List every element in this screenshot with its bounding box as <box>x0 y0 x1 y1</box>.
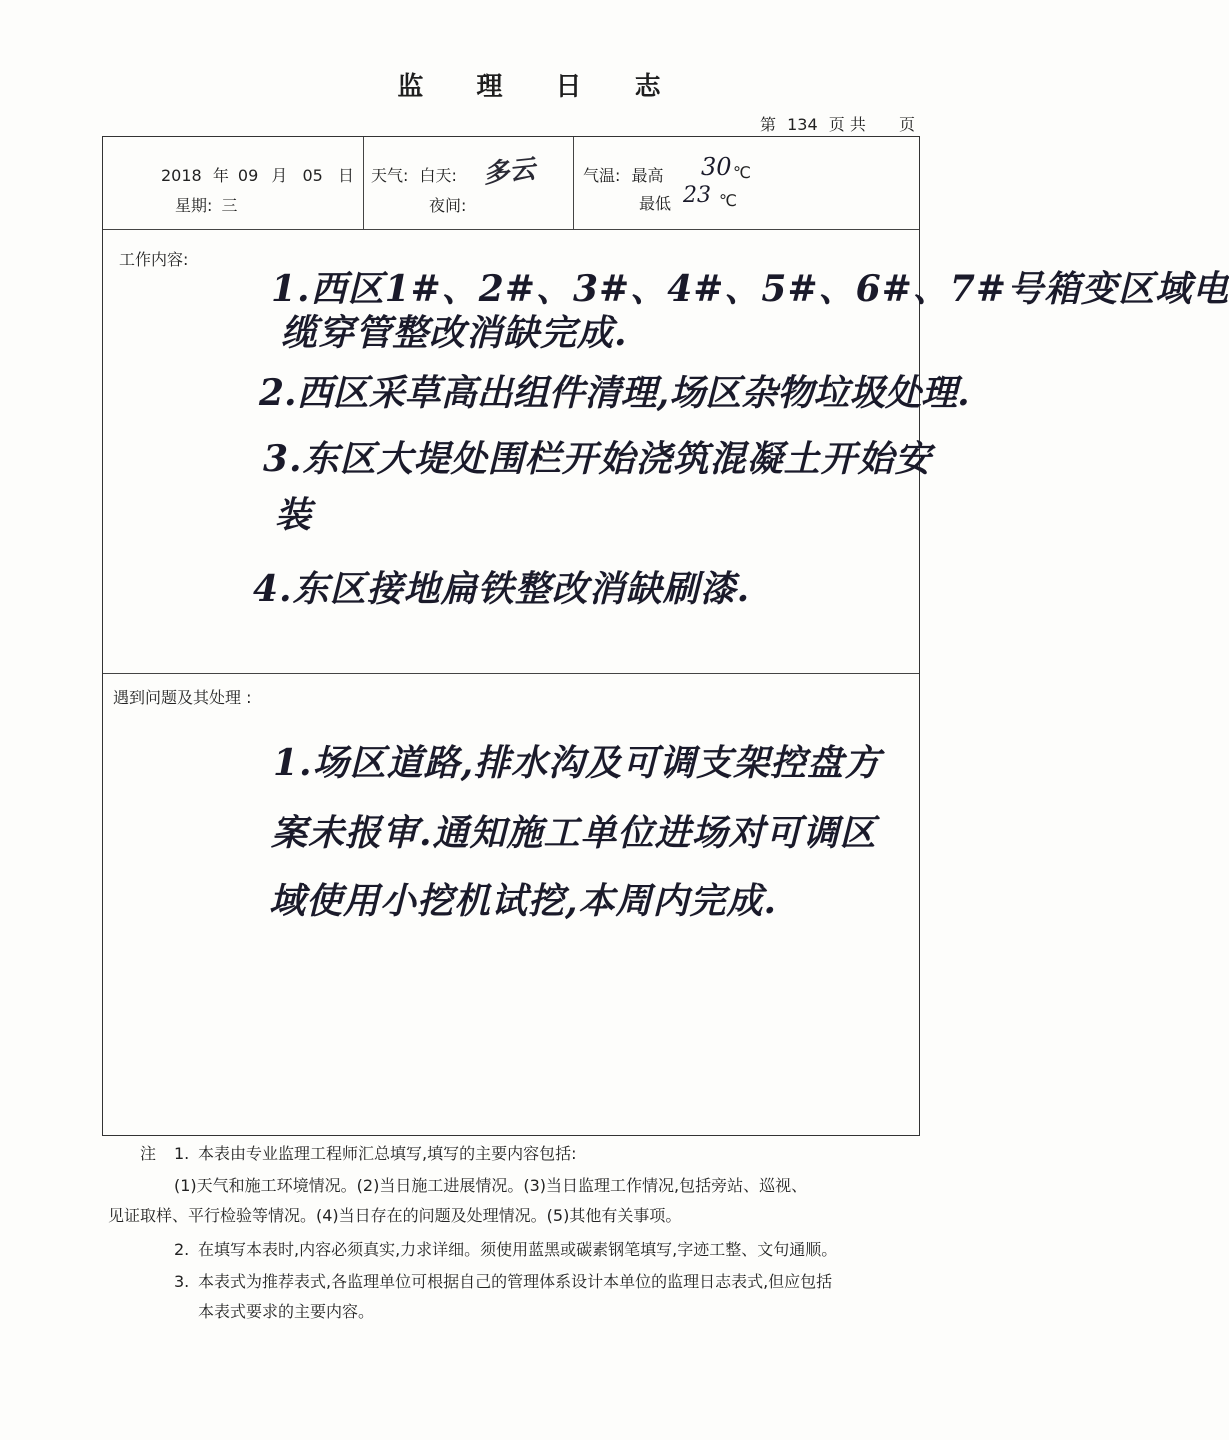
weather-label: 天气: <box>371 166 409 185</box>
work-line: 2.西区采草高出组件清理,场区杂物垃圾处理. <box>259 372 970 414</box>
log-form <box>102 136 1229 1136</box>
min-temp-handwritten: 23 <box>683 183 711 208</box>
note-1-number: 1. <box>174 1144 190 1163</box>
weekday-label: 星期: <box>175 196 213 215</box>
page-suffix: 页 <box>898 115 915 134</box>
page-mid: 页 共 <box>828 115 866 134</box>
date-year: 2018 <box>161 166 202 185</box>
divider <box>363 137 364 229</box>
temp-max-field <box>583 163 664 186</box>
max-label: 最高 <box>631 166 664 185</box>
date-month: 09 <box>237 166 259 185</box>
note-3-number: 3. <box>174 1272 190 1291</box>
work-line: 3.东区大堤处围栏开始浇筑混凝土开始安 <box>263 438 932 480</box>
daytime-label: 白天: <box>419 166 457 185</box>
note-3-cont: 本表式要求的主要内容。 <box>198 1302 375 1321</box>
max-unit: ℃ <box>733 163 751 182</box>
note-1-detail: (1)天气和施工环境情况。(2)当日施工进展情况。(3)当日监理工作情况,包括旁站、巡视、 <box>174 1176 808 1195</box>
work-line: 1.西区1#、2#、3#、4#、5#、6#、7#号箱变区域电 <box>271 268 1229 310</box>
work-line: 缆穿管整改消缺完成. <box>281 312 628 354</box>
night-label: 夜间: <box>429 196 467 215</box>
issue-line: 案未报审.通知施工单位进场对可调区 <box>271 812 877 854</box>
issue-line: 1.场区道路,排水沟及可调支架控盘方 <box>273 742 882 784</box>
note-2: 在填写本表时,内容必须真实,力求详细。须使用蓝黑或碳素钢笔填写,字迹工整、文句通顺。 <box>198 1240 838 1259</box>
daytime-weather-handwritten: 多云 <box>481 154 537 190</box>
min-label: 最低 <box>639 194 672 213</box>
day-label: 日 <box>337 166 354 185</box>
date-field <box>161 163 354 186</box>
note-3: 本表式为推荐表式,各监理单位可根据自己的管理体系设计本单位的监理日志表式,但应包括 <box>198 1272 833 1291</box>
note-1-detail: 见证取样、平行检验等情况。(4)当日存在的问题及处理情况。(5)其他有关事项。 <box>108 1206 682 1225</box>
note-1: 本表由专业监理工程师汇总填写,填写的主要内容包括: <box>198 1144 577 1163</box>
divider <box>573 137 574 229</box>
document-title: 监 理 日 志 <box>397 72 683 102</box>
page-number <box>760 112 915 135</box>
weather-day-field <box>371 163 457 186</box>
weekday-field <box>175 193 238 216</box>
page-prefix: 第 <box>760 115 777 134</box>
note-2-number: 2. <box>174 1240 190 1259</box>
notes-head: 注 <box>140 1144 157 1163</box>
divider <box>103 229 919 230</box>
work-line: 4.东区接地扁铁整改消缺刷漆. <box>253 568 751 610</box>
date-day: 05 <box>302 166 323 185</box>
work-content-label: 工作内容: <box>119 250 189 269</box>
temp-label: 气温: <box>583 166 621 185</box>
issue-line: 域使用小挖机试挖,本周内完成. <box>269 880 778 922</box>
month-label: 月 <box>271 166 288 185</box>
divider <box>103 673 919 674</box>
year-label: 年 <box>212 166 229 185</box>
weekday-value: 三 <box>221 196 238 215</box>
page-current: 134 <box>787 115 818 134</box>
max-temp-handwritten: 30 <box>701 153 732 181</box>
work-line: 装 <box>275 494 313 536</box>
issues-label: 遇到问题及其处理 : <box>113 688 252 707</box>
min-unit: ℃ <box>719 191 737 210</box>
